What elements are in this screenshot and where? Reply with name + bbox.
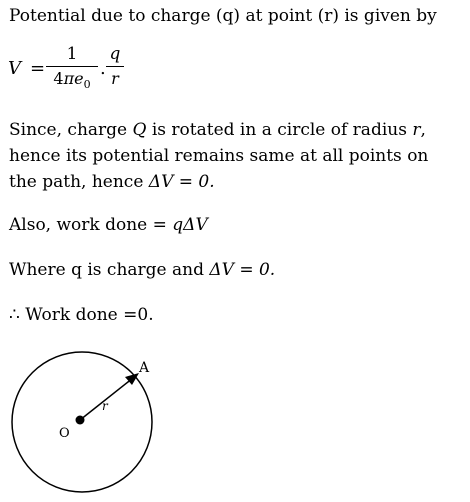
- text: the path, hence: [9, 172, 149, 192]
- label-a: A: [139, 360, 150, 376]
- den-pi: π: [63, 69, 75, 88]
- center-dot: [76, 416, 85, 425]
- potential-formula: [8, 43, 148, 95]
- fraction-1-numerator: 1: [66, 44, 78, 64]
- den-subscript: 0: [83, 78, 91, 92]
- den-four: 4: [53, 69, 64, 88]
- den-e: e: [74, 69, 84, 88]
- formula-lhs: V: [8, 58, 21, 79]
- symbol-r: r: [412, 120, 421, 140]
- text: Since, charge: [9, 120, 133, 140]
- text: Also, work done =: [9, 215, 173, 235]
- delta-v-eq: ΔV = 0.: [209, 260, 276, 280]
- therefore-line: ∴ Work done =0.: [9, 305, 154, 325]
- circle-diagram: [8, 348, 158, 498]
- formula-fraction-1: [46, 43, 98, 96]
- text: is rotated in a circle of radius: [146, 120, 413, 140]
- q-delta-v: qΔV: [172, 215, 208, 235]
- fraction-2-numerator: q: [109, 44, 121, 64]
- fraction-1-denominator: [46, 68, 98, 96]
- where-line: [9, 257, 275, 283]
- fraction-1-bar: [46, 66, 98, 67]
- symbol-q: Q: [132, 120, 147, 140]
- label-r: r: [102, 399, 108, 413]
- text: ,: [420, 120, 426, 140]
- para1-line1: [9, 117, 426, 143]
- also-line: [9, 212, 208, 238]
- text: Where q is charge and: [9, 260, 210, 280]
- delta-v-eq: ΔV = 0.: [148, 172, 215, 192]
- label-o: O: [59, 426, 70, 441]
- formula-equals: =: [30, 58, 46, 79]
- fraction-2-denominator: r: [111, 69, 119, 88]
- formula-dot: .: [100, 58, 106, 79]
- intro-line: Potential due to charge (q) at point (r) is given by: [9, 6, 437, 26]
- formula-fraction-2: [106, 43, 124, 90]
- para1-line2: hence its potential remains same at all points on: [9, 146, 429, 166]
- para1-line3: [9, 169, 215, 195]
- fraction-2-bar: [106, 66, 124, 67]
